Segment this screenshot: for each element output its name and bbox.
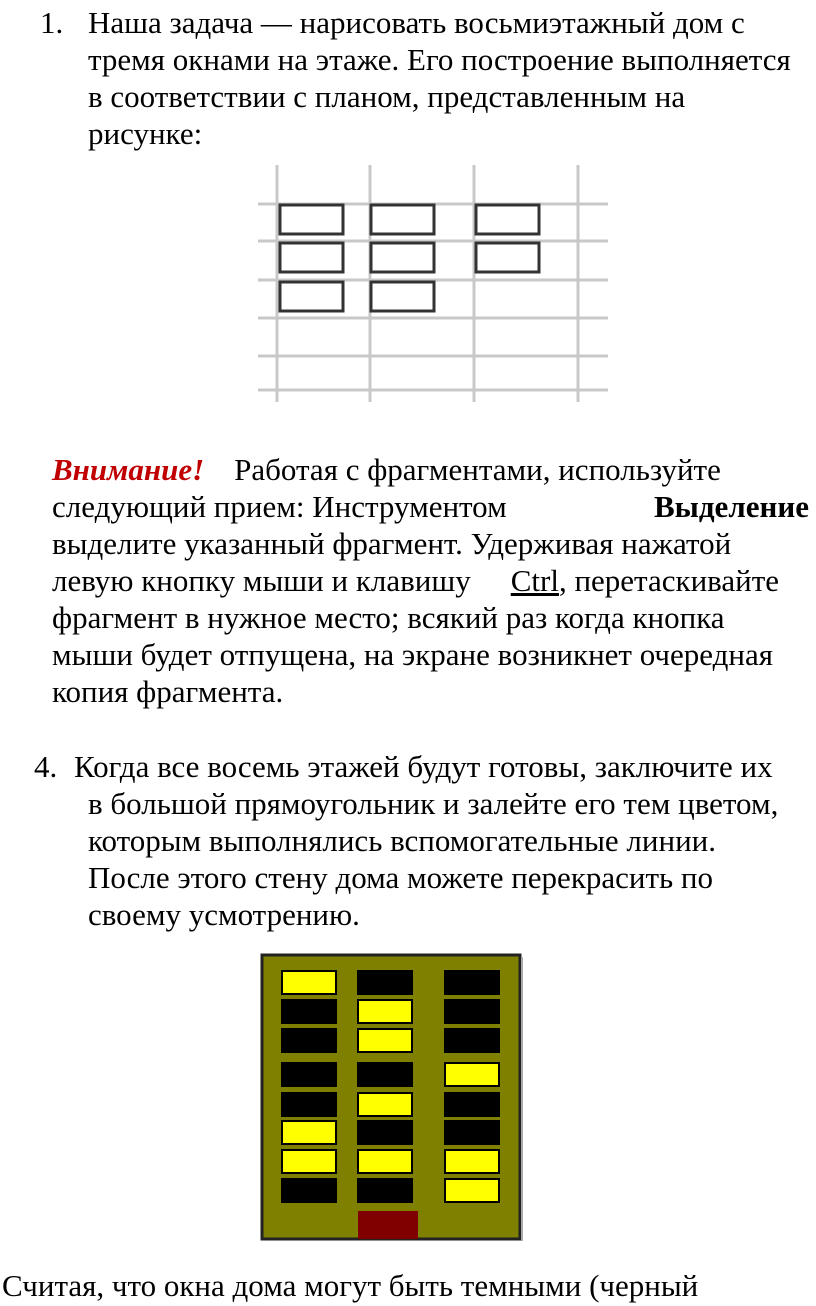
building-window-dark — [445, 971, 499, 994]
item-1-line-1: Наша задача — нарисовать восьмиэтажный дом с — [88, 5, 745, 40]
item-4-line-2: в большой прямоугольник и залейте его тем цветом, — [88, 786, 779, 821]
attention-line-4-text: левую кнопку мыши и клавишу — [52, 563, 471, 598]
building-window-lit — [282, 1150, 336, 1173]
building-window-dark — [282, 1029, 336, 1052]
building-window-lit — [358, 1029, 412, 1052]
attention-line-4 — [52, 562, 816, 599]
final-line: Считая, что окна дома могут быть темными (черный — [2, 1268, 699, 1303]
attention-line-2 — [52, 488, 816, 525]
building-window-dark — [282, 1179, 336, 1202]
final-paragraph — [2, 1267, 698, 1304]
item-1-line-2: тремя окнами на этаже. Его построение выполняется — [88, 42, 791, 77]
building-window-dark — [282, 1063, 336, 1086]
plan-window — [371, 243, 434, 272]
building-window-lit — [445, 1063, 499, 1086]
attention-line-3: выделите указанный фрагмент. Удерживая нажатой — [52, 526, 732, 561]
building-window-dark — [282, 1093, 336, 1116]
building-window-lit — [282, 1121, 336, 1144]
item-4-line-4: После этого стену дома можете перекрасить по — [88, 860, 714, 895]
building-window-lit — [282, 971, 336, 994]
building-window-lit — [445, 1150, 499, 1173]
attention-line-7: копия фрагмента. — [52, 674, 284, 709]
building-window-dark — [358, 1063, 412, 1086]
building-window-lit — [445, 1179, 499, 1202]
attention-line-4-end: , перетаскивайте — [558, 563, 780, 598]
attention-line-2-text: следующий прием: Инструментом — [52, 489, 507, 524]
building-door — [358, 1211, 418, 1239]
attention-line-6: мыши будет отпущена, на экране возникнет очередная — [52, 637, 773, 672]
building-window-lit — [358, 1000, 412, 1023]
plan-window — [476, 243, 539, 272]
ctrl-key-name: Ctrl — [510, 563, 559, 598]
plan-window — [280, 243, 343, 272]
building-illustration — [260, 953, 540, 1243]
building-window-dark — [445, 1000, 499, 1023]
building-window-dark — [445, 1121, 499, 1144]
item-4-number: 4. — [34, 749, 58, 784]
building-window-dark — [445, 1093, 499, 1116]
building-window-dark — [358, 1121, 412, 1144]
item-1-line-3: в соответствии с планом, представленным на — [88, 79, 686, 114]
plan-windows — [280, 205, 539, 311]
item-4-line-1: Когда все восемь этажей будут готовы, заключите их — [74, 749, 773, 784]
item-4-line-5: своему усмотрению. — [88, 897, 360, 932]
plan-grid-figure — [0, 160, 816, 420]
plan-window — [280, 205, 343, 234]
attention-line-1-text: Работая с фрагментами, используйте — [234, 452, 721, 487]
building-window-dark — [358, 971, 412, 994]
building-window-dark — [445, 1029, 499, 1052]
building-window-lit — [358, 1093, 412, 1116]
attention-line-5: фрагмент в нужное место; всякий раз когда кнопка — [52, 600, 725, 635]
plan-window — [371, 205, 434, 234]
plan-window — [371, 282, 434, 311]
item-1-line-4: рисунке: — [88, 116, 203, 151]
attention-label: Внимание! — [52, 452, 205, 487]
attention-block — [52, 451, 816, 710]
attention-line-1 — [52, 451, 816, 488]
selection-tool-name: Выделение — [654, 489, 809, 524]
item-1-number: 1. — [40, 5, 64, 40]
plan-window — [280, 282, 343, 311]
plan-window — [476, 205, 539, 234]
item-4-line-3: которым выполнялись вспомогательные линии. — [88, 823, 717, 858]
building-window-lit — [358, 1150, 412, 1173]
building-window-dark — [358, 1179, 412, 1202]
building-window-dark — [282, 1000, 336, 1023]
